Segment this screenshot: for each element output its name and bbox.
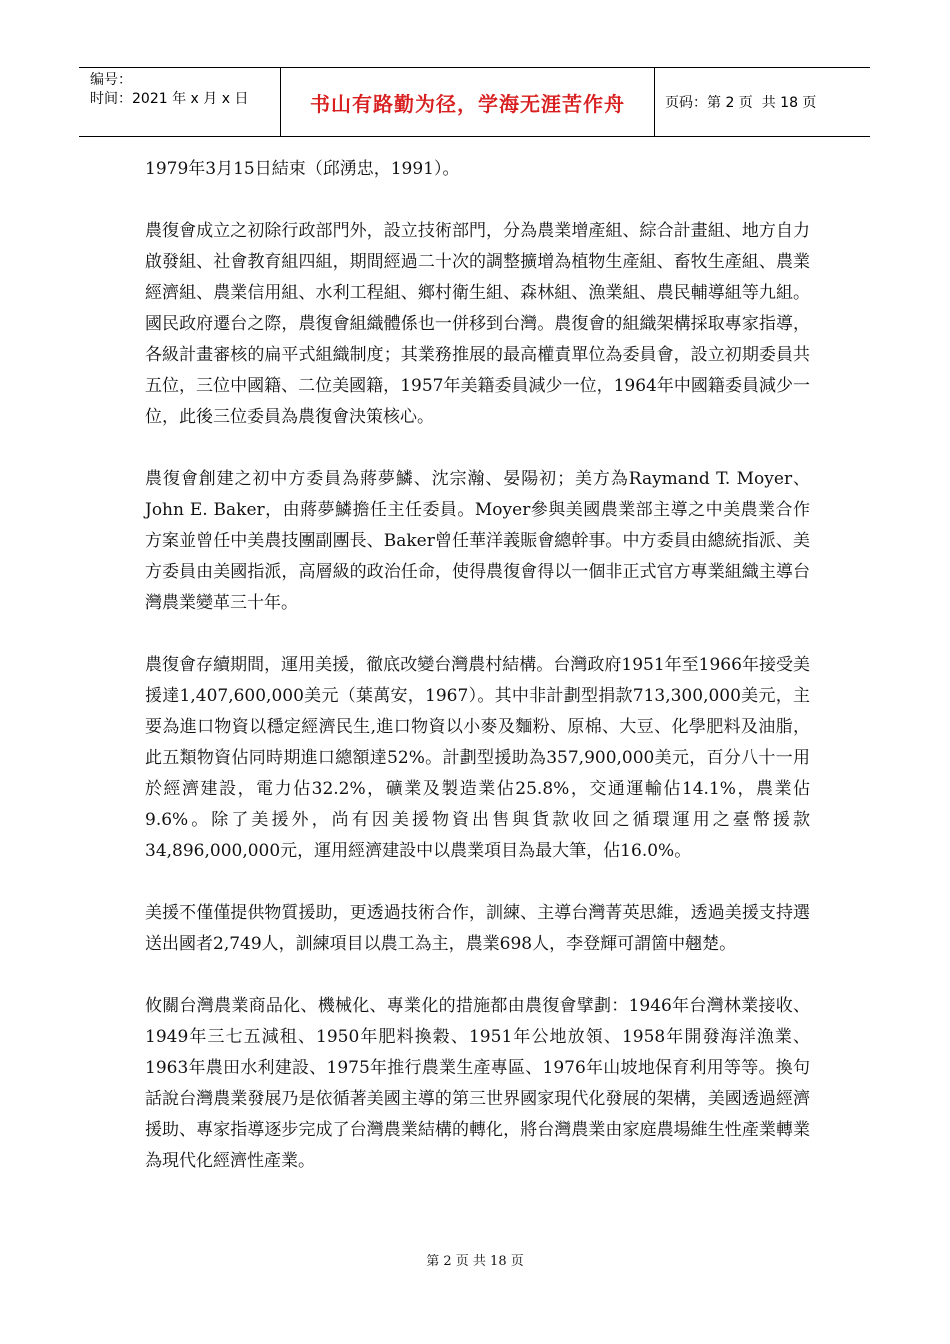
number-label: 编号： [90,72,132,88]
paragraph-2: 農復會成立之初除行政部門外，設立技術部門，分為農業增產組、綜合計畫組、地方自力啟發組、社會教育組四組，期間經過二十次的調整擴增為植物生產組、畜牧生產組、農業經濟組、農業信用組、水利工程組、鄉村衛生組、森林組、漁業組、農民輔導組等九組。國民政府遷台之際，農復會組織體係也一併移到台灣。農復會的組織架構採取專家指導，各級計畫審核的扁平式組織制度；其業務推展的最高權責單位為委員會，設立初期委員共五位，三位中國籍、二位美國籍，1957年美籍委員減少一位，1964年中國籍委員減少一位，此後三位委員為農復會決策核心。 [145,221,810,427]
paragraph-4: 農復會存續期間，運用美援，徹底改變台灣農村結構。台灣政府1951年至1966年接受美援達1,407,600,000美元（葉萬安，1967）。其中非計劃型捐款713,300,000美元，主要為進口物資以穩定經濟民生,進口物資以小麥及麵粉、原棉、大豆、化學肥料及油脂，此五類物資佔同時期進口總額達52%。計劃型援助為357,900,000美元，百分八十一用於經濟建設，電力佔32.2%，礦業及製造業佔25.8%，交通運輸佔14.1%，農業佔9.6%。除了美援外，尚有因美援物資出售與貨款收回之循環運用之臺幣援款34,896,000,000元，運用經濟建設中以農業項目為最大筆，佔16.0%。 [145,655,810,861]
header-page-info: 页码：第 2 页 共 18 页 [665,95,817,111]
time-label: 时间：2021 年 x 月 x 日 [90,91,249,107]
paragraph-1: 1979年3月15日結束（邱湧忠，1991）。 [145,159,460,179]
page-footer: 第 2 页 共 18 页 [426,1254,524,1269]
header-motto: 书山有路勤为径，学海无涯苦作舟 [281,68,655,136]
document-body [145,154,810,1208]
paragraph-3: 農復會創建之初中方委員為蔣夢鱗、沈宗瀚、晏陽初；美方為Raymand T. Moyer、John E. Baker，由蔣夢鱗擔任主任委員。Moyer參與美國農業部主導之中美農業合作方案並曾任中美農技團副團長、Baker曾任華洋義賑會總幹事。中方委員由總統指派、美方委員由美國指派，高層級的政治任命，使得農復會得以一個非正式官方專業組織主導台灣農業變革三十年。 [145,469,810,613]
paragraph-5: 美援不僅僅提供物質援助，更透過技術合作，訓練、主導台灣菁英思維，透過美援支持選送出國者2,749人，訓練項目以農工為主，農業698人，李登輝可謂箇中翹楚。 [145,903,810,954]
page-header [79,67,870,137]
paragraph-6: 攸關台灣農業商品化、機械化、專業化的措施都由農復會擘劃：1946年台灣林業接收、1949年三七五減租、1950年肥料換穀、1951年公地放領、1958年開發海洋漁業、1963年農田水利建設、1975年推行農業生產專區、1976年山坡地保育利用等等。換句話說台灣農業發展乃是依循著美國主導的第三世界國家現代化發展的架構，美國透過經濟援助、專家指導逐步完成了台灣農業結構的轉化，將台灣農業由家庭農場維生性產業轉業為現代化經濟性產業。 [145,996,810,1171]
header-meta [79,68,281,136]
